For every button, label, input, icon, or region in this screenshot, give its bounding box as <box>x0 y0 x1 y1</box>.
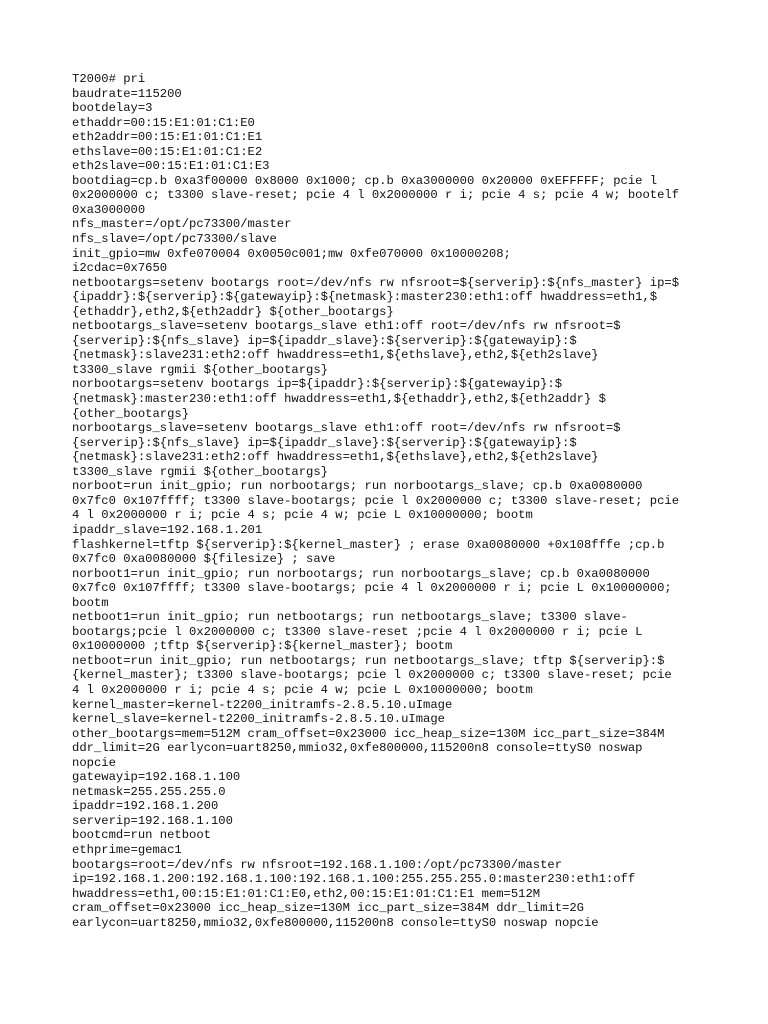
text-line: 4 l 0x2000000 r i; pcie 4 s; pcie 4 w; pcie L 0x10000000; bootm <box>72 682 533 697</box>
text-line: {ipaddr}:${serverip}:${gatewayip}:${netmask}:master230:eth1:off hwaddress=eth1,$ <box>72 290 658 305</box>
text-line: 0xa3000000 <box>72 202 146 217</box>
text-line: init_gpio=mw 0xfe070004 0x0050c001;mw 0xfe070000 0x10000208; <box>72 246 511 261</box>
text-line: bootm <box>72 595 109 610</box>
text-line: ipaddr=192.168.1.200 <box>72 799 219 814</box>
text-line: norbootargs_slave=setenv bootargs_slave eth1:off root=/dev/nfs rw nfsroot=$ <box>72 421 621 436</box>
text-line: other_bootargs=mem=512M cram_offset=0x23000 icc_heap_size=130M icc_part_size=384M <box>72 726 665 741</box>
text-line: netboot=run init_gpio; run netbootargs; run netbootargs_slave; tftp ${serverip}:$ <box>72 653 665 668</box>
text-line: {kernel_master}; t3300 slave-bootargs; pcie l 0x2000000 c; t3300 slave-reset; pcie <box>72 668 672 683</box>
text-line: {netmask}:slave231:eth2:off hwaddress=eth1,${ethslave},eth2,${eth2slave} <box>72 348 599 363</box>
text-line: {netmask}:master230:eth1:off hwaddress=eth1,${ethaddr},eth2,${eth2addr} $ <box>72 392 606 407</box>
text-line: kernel_master=kernel-t2200_initramfs-2.8.5.10.uImage <box>72 697 453 712</box>
text-line: bootargs=root=/dev/nfs rw nfsroot=192.168.1.100:/opt/pc73300/master <box>72 857 563 872</box>
text-line: 0x7fc0 0x107ffff; t3300 slave-bootargs; pcie 4 l 0x2000000 r i; pcie L 0x10000000; <box>72 581 672 596</box>
text-line: earlycon=uart8250,mmio32,0xfe800000,115200n8 console=ttyS0 noswap nopcie <box>72 915 599 930</box>
text-line: eth2addr=00:15:E1:01:C1:E1 <box>72 130 263 145</box>
text-line: 0x7fc0 0x107ffff; t3300 slave-bootargs; pcie l 0x2000000 c; t3300 slave-reset; pcie <box>72 493 680 508</box>
text-line: 4 l 0x2000000 r i; pcie 4 s; pcie 4 w; pcie L 0x10000000; bootm <box>72 508 533 523</box>
text-line: 0x2000000 c; t3300 slave-reset; pcie 4 l 0x2000000 r i; pcie 4 s; pcie 4 w; bootelf <box>72 188 680 203</box>
text-line: serverip=192.168.1.100 <box>72 813 233 828</box>
text-line: norboot=run init_gpio; run norbootargs; run norbootargs_slave; cp.b 0xa0080000 <box>72 479 643 494</box>
text-line: bootdiag=cp.b 0xa3f00000 0x8000 0x1000; cp.b 0xa3000000 0x20000 0xEFFFFF; pcie l <box>72 173 658 188</box>
text-line: nfs_slave=/opt/pc73300/slave <box>72 232 277 247</box>
text-line: 0x10000000 ;tftp ${serverip}:${kernel_master}; bootm <box>72 639 453 654</box>
text-line: eth2slave=00:15:E1:01:C1:E3 <box>72 159 270 174</box>
text-line: bootargs;pcie l 0x2000000 c; t3300 slave-reset ;pcie 4 l 0x2000000 r i; pcie L <box>72 624 643 639</box>
text-line: 0x7fc0 0xa0080000 ${filesize} ; save <box>72 552 336 567</box>
text-line: bootcmd=run netboot <box>72 828 211 843</box>
text-line: netbootargs_slave=setenv bootargs_slave eth1:off root=/dev/nfs rw nfsroot=$ <box>72 319 621 334</box>
text-line: nopcie <box>72 755 116 770</box>
text-line: ethslave=00:15:E1:01:C1:E2 <box>72 144 263 159</box>
text-line: norbootargs=setenv bootargs ip=${ipaddr}:${serverip}:${gatewayip}:$ <box>72 377 563 392</box>
text-line: baudrate=115200 <box>72 86 182 101</box>
text-line: gatewayip=192.168.1.100 <box>72 770 241 785</box>
text-line: {ethaddr},eth2,${eth2addr} ${other_bootargs} <box>72 304 394 319</box>
text-line: hwaddress=eth1,00:15:E1:01:C1:E0,eth2,00:15:E1:01:C1:E1 mem=512M <box>72 886 541 901</box>
text-line: t3300_slave rgmii ${other_bootargs} <box>72 464 328 479</box>
text-line: ip=192.168.1.200:192.168.1.100:192.168.1.100:255.255.255.0:master230:eth1:off <box>72 872 636 887</box>
text-line: ethaddr=00:15:E1:01:C1:E0 <box>72 115 255 130</box>
text-line: {netmask}:slave231:eth2:off hwaddress=eth1,${ethslave},eth2,${eth2slave} <box>72 450 599 465</box>
text-line: norboot1=run init_gpio; run norbootargs; run norbootargs_slave; cp.b 0xa0080000 <box>72 566 650 581</box>
text-line: {serverip}:${nfs_slave} ip=${ipaddr_slave}:${serverip}:${gatewayip}:$ <box>72 435 577 450</box>
text-line: t3300_slave rgmii ${other_bootargs} <box>72 362 328 377</box>
text-line: ddr_limit=2G earlycon=uart8250,mmio32,0xfe800000,115200n8 console=ttyS0 noswap <box>72 741 643 756</box>
text-line: T2000# pri <box>72 72 146 86</box>
text-line: i2cdac=0x7650 <box>72 261 168 276</box>
text-line: ethprime=gemac1 <box>72 842 182 857</box>
text-line: flashkernel=tftp ${serverip}:${kernel_master} ; erase 0xa0080000 +0x108fffe ;cp.b <box>72 537 665 552</box>
text-line: nfs_master=/opt/pc73300/master <box>72 217 292 232</box>
text-line: netmask=255.255.255.0 <box>72 784 226 799</box>
text-line: cram_offset=0x23000 icc_heap_size=130M icc_part_size=384M ddr_limit=2G <box>72 901 584 916</box>
text-line: netboot1=run init_gpio; run netbootargs; run netbootargs_slave; t3300 slave- <box>72 610 628 625</box>
text-line: netbootargs=setenv bootargs root=/dev/nfs rw nfsroot=${serverip}:${nfs_master} ip=$ <box>72 275 680 290</box>
text-line: {serverip}:${nfs_slave} ip=${ipaddr_slave}:${serverip}:${gatewayip}:$ <box>72 333 577 348</box>
terminal-output <box>72 72 712 930</box>
text-line: {other_bootargs} <box>72 406 190 421</box>
text-line: bootdelay=3 <box>72 101 153 116</box>
text-line: kernel_slave=kernel-t2200_initramfs-2.8.5.10.uImage <box>72 712 445 727</box>
text-line: ipaddr_slave=192.168.1.201 <box>72 522 263 537</box>
